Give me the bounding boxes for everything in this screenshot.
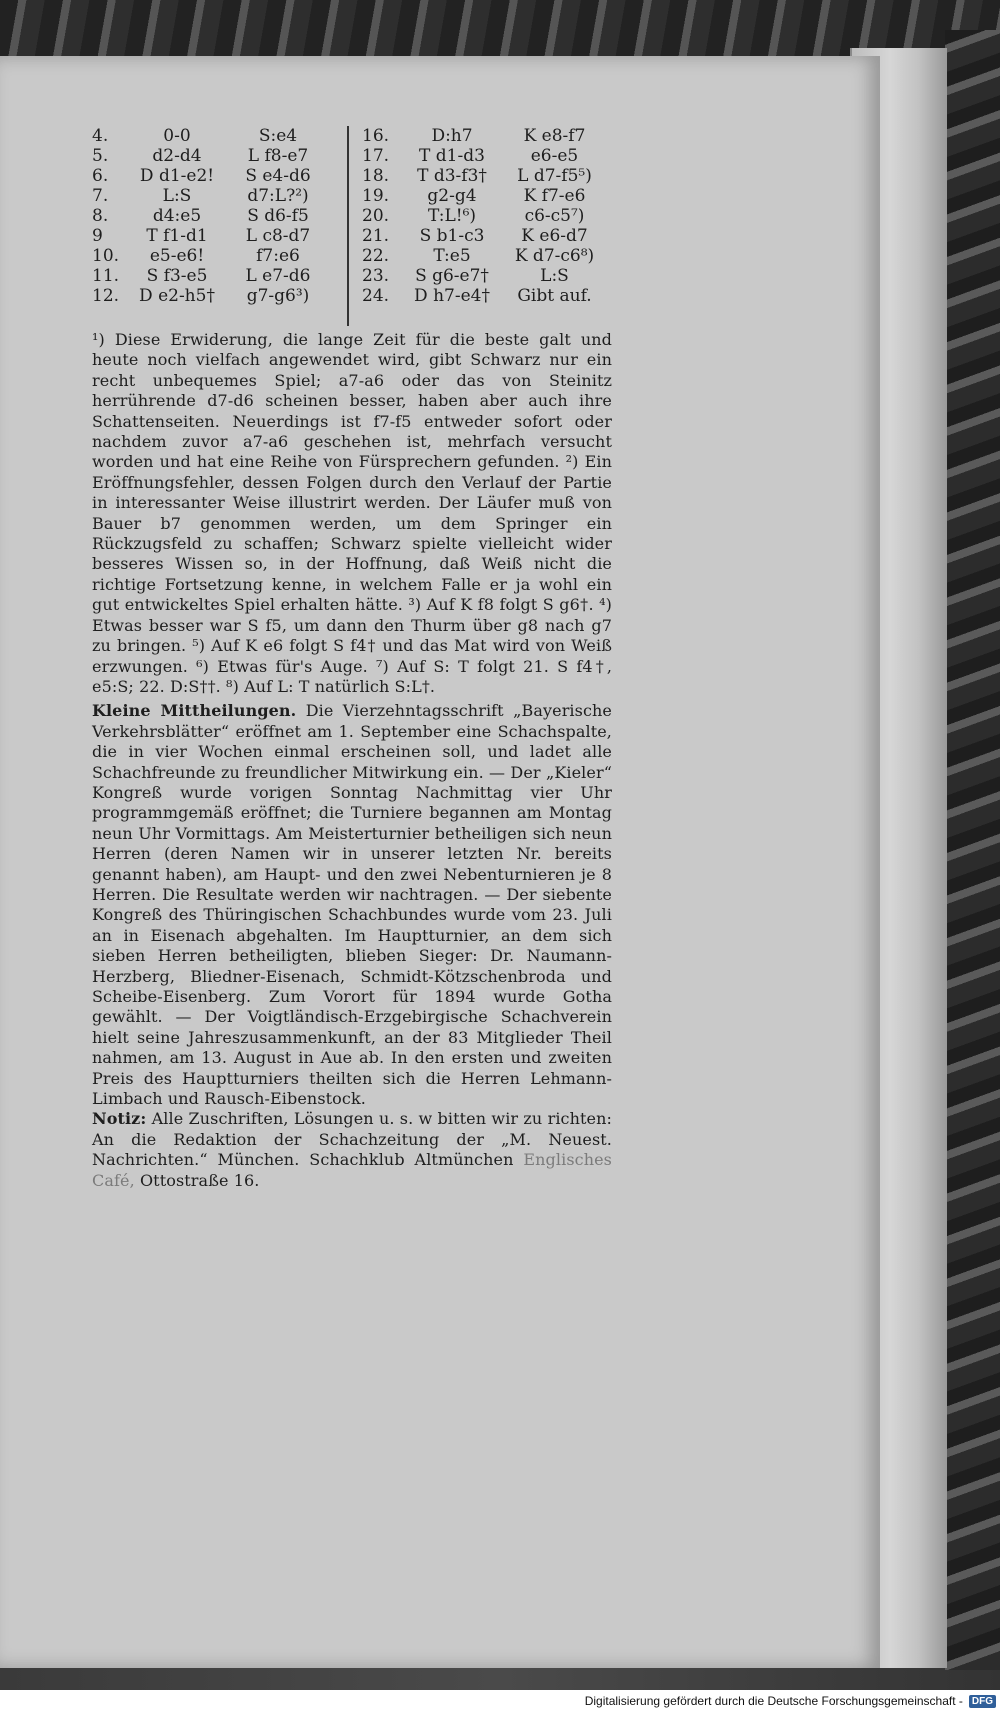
white-move: e5-e6! (149, 246, 205, 266)
move-number: 20. (362, 206, 390, 226)
moves-divider (347, 126, 349, 326)
move-row (362, 246, 607, 266)
black-move: f7:e6 (256, 246, 300, 266)
page-content (92, 126, 612, 1191)
digitization-footer (0, 1690, 1000, 1712)
white-move: D d1-e2! (139, 166, 215, 186)
move-number: 5. (92, 146, 109, 166)
white-move: d2-d4 (152, 146, 202, 166)
move-number: 4. (92, 126, 109, 146)
moves-left-column (92, 126, 328, 306)
move-number: 21. (362, 226, 390, 246)
move-number: 18. (362, 166, 390, 186)
white-move: S b1-c3 (419, 226, 485, 246)
move-row (92, 246, 328, 266)
black-move: L e7-d6 (245, 266, 311, 286)
move-number: 22. (362, 246, 390, 266)
black-move: S:e4 (258, 126, 298, 146)
white-move: d4:e5 (152, 206, 202, 226)
move-number: 10. (92, 246, 120, 266)
moves-right-column (362, 126, 607, 306)
book-cover-right (945, 30, 1000, 1670)
move-number: 8. (92, 206, 109, 226)
document-page (0, 56, 880, 1668)
move-number: 11. (92, 266, 120, 286)
move-row (362, 126, 607, 146)
white-move: D e2-h5† (139, 286, 215, 306)
black-move: L c8-d7 (245, 226, 311, 246)
dfg-logo: DFG (969, 1695, 996, 1708)
white-move: S f3-e5 (146, 266, 208, 286)
annotations-text: ¹) Diese Erwiderung, die lange Zeit für die beste galt und heute noch vielfach angewendet wird, gibt Schwarz nur ein recht unbequemes Spiel; a7-a6 oder das von Steinitz herrührende d7-d6 scheinen besser, haben aber auch ihre Schattenseiten. Neuerdings ist f7-f5 entweder sofort oder nachdem zuvor a7-a6 geschehen ist, mehrfach versucht worden und hat eine Reihe von Fürsprechern gefunden. ²) Ein Eröffnungsfehler, dessen Folgen durch den Verlauf der Partie in interessanter Weise illustrirt werden. Der Läufer muß von Bauer b7 genommen werden, um dem Springer ein Rückzugsfeld zu schaffen; Schwarz spielte vielleicht wider besseres Wissen so, in der Hoffnung, daß Weiß nicht die richtige Fortsetzung kenne, in welchem Falle er ja wohl ein gut entwickeltes Spiel erhalten hätte. ³) Auf K f8 folgt S g6†. ⁴) Etwas besser war S f5, um dann den Thurm über g8 nach g7 zu bringen. ⁵) Auf K e6 folgt S f4† und das Mat wird von Weiß erzwungen. ⁶) Etwas für's Auge. ⁷) Auf S: T folgt 21. S f4†, e5:S; 22. D:S††. ⁸) Auf L: T natürlich S:L†. (92, 330, 612, 696)
white-move: T f1-d1 (146, 226, 208, 246)
move-row (92, 206, 328, 226)
move-row (362, 286, 607, 306)
move-number: 19. (362, 186, 390, 206)
black-move: K d7-c6⁸) (514, 246, 595, 266)
black-move: e6-e5 (530, 146, 579, 166)
black-move: S d6-f5 (247, 206, 309, 226)
move-row (92, 186, 328, 206)
black-move: S e4-d6 (245, 166, 311, 186)
move-number: 23. (362, 266, 390, 286)
move-row (362, 186, 607, 206)
move-number: 17. (362, 146, 390, 166)
notiz-address: Ottostraße 16. (139, 1170, 260, 1190)
kleine-text: Die Vierzehntagsschrift „Bayerische Verkehrsblätter“ eröffnet am 1. September eine Schachspalte, die in vier Wochen einmal erscheinen soll, und ladet alle Schachfreunde zu freundlicher Mitwirkung ein. — Der „Kieler“ Kongreß wurde vorigen Sonntag Nachmittag vier Uhr programmgemäß eröffnet; die Turniere begannen am Montag neun Uhr Vormittags. Am Meisterturnier betheiligen sich neun Herren (deren Namen wir in unserer letzten Nr. bereits genannt haben), am Haupt- und den zwei Nebenturnieren je 8 Herren. Die Resultate werden wir nachtragen. — Der siebente Kongreß des Thüringischen Schachbundes wurde vom 23. Juli an in Eisenach abgehalten. Im Hauptturnier, an dem sich sieben Herren betheiligten, blieben Sieger: Dr. Naumann-Herzberg, Bliedner-Eisenach, Schmidt-Kötzschenbroda und Scheibe-Eisenberg. Zum Vorort für 1894 wurde Gotha gewählt. — Der Voigtländisch-Erzgebirgische Schachverein hielt seine Jahreszusammenkunft, an der 83 Mitglieder Theil nahmen, am 13. August in Aue ab. In den ersten und zweiten Preis des Hauptturniers theilten sich die Herren Lehmann-Limbach und Rausch-Eibenstock. (92, 701, 612, 1109)
white-move: D h7-e4† (414, 286, 490, 306)
move-row (362, 206, 607, 226)
move-number: 12. (92, 286, 120, 306)
move-number: 16. (362, 126, 390, 146)
move-number: 6. (92, 166, 109, 186)
move-row (92, 126, 328, 146)
black-move: g7-g6³) (246, 286, 310, 306)
white-move: T:e5 (433, 246, 471, 266)
white-move: 0-0 (163, 126, 191, 146)
black-move: K f7-e6 (523, 186, 586, 206)
white-move: T:L!⁶) (427, 206, 477, 226)
notiz-section (92, 1109, 612, 1191)
black-move: L f8-e7 (247, 146, 309, 166)
white-move: S g6-e7† (415, 266, 489, 286)
move-row (362, 146, 607, 166)
notiz-text: Alle Zuschriften, Lösungen u. s. w bitten wir zu richten: An die Redaktion der Schachzeitung der „M. Neuest. Nachrichten.“ München. Schachklub Altmünchen (92, 1109, 612, 1170)
black-move: K e6-d7 (521, 226, 588, 246)
kleine-heading: Kleine Mittheilungen. (92, 701, 297, 721)
black-move: L d7-f5⁵) (517, 166, 592, 186)
black-move: c6-c5⁷) (524, 206, 585, 226)
white-move: g2-g4 (427, 186, 477, 206)
black-move: Gibt auf. (517, 286, 592, 306)
move-row (92, 286, 328, 306)
black-move: d7:L?²) (247, 186, 309, 206)
footer-text: Digitalisierung gefördert durch die Deutsche Forschungsgemeinschaft - (584, 1694, 963, 1708)
black-move: K e8-f7 (523, 126, 586, 146)
kleine-mittheilungen-section (92, 701, 612, 1109)
move-number: 24. (362, 286, 390, 306)
move-number: 7. (92, 186, 109, 206)
white-move: T d1-d3 (419, 146, 485, 166)
notiz-heading: Notiz: (92, 1109, 147, 1129)
notiz-address-faint: Englisches Café, (92, 1150, 612, 1190)
move-row (92, 146, 328, 166)
move-row (362, 226, 607, 246)
move-row (92, 266, 328, 286)
move-row (92, 226, 328, 246)
move-row (92, 166, 328, 186)
white-move: L:S (162, 186, 192, 206)
move-row (362, 266, 607, 286)
moves-table (92, 126, 612, 326)
move-number: 9 (92, 226, 103, 246)
white-move: D:h7 (431, 126, 473, 146)
black-move: L:S (540, 266, 569, 286)
white-move: T d3-f3† (417, 166, 487, 186)
move-row (362, 166, 607, 186)
